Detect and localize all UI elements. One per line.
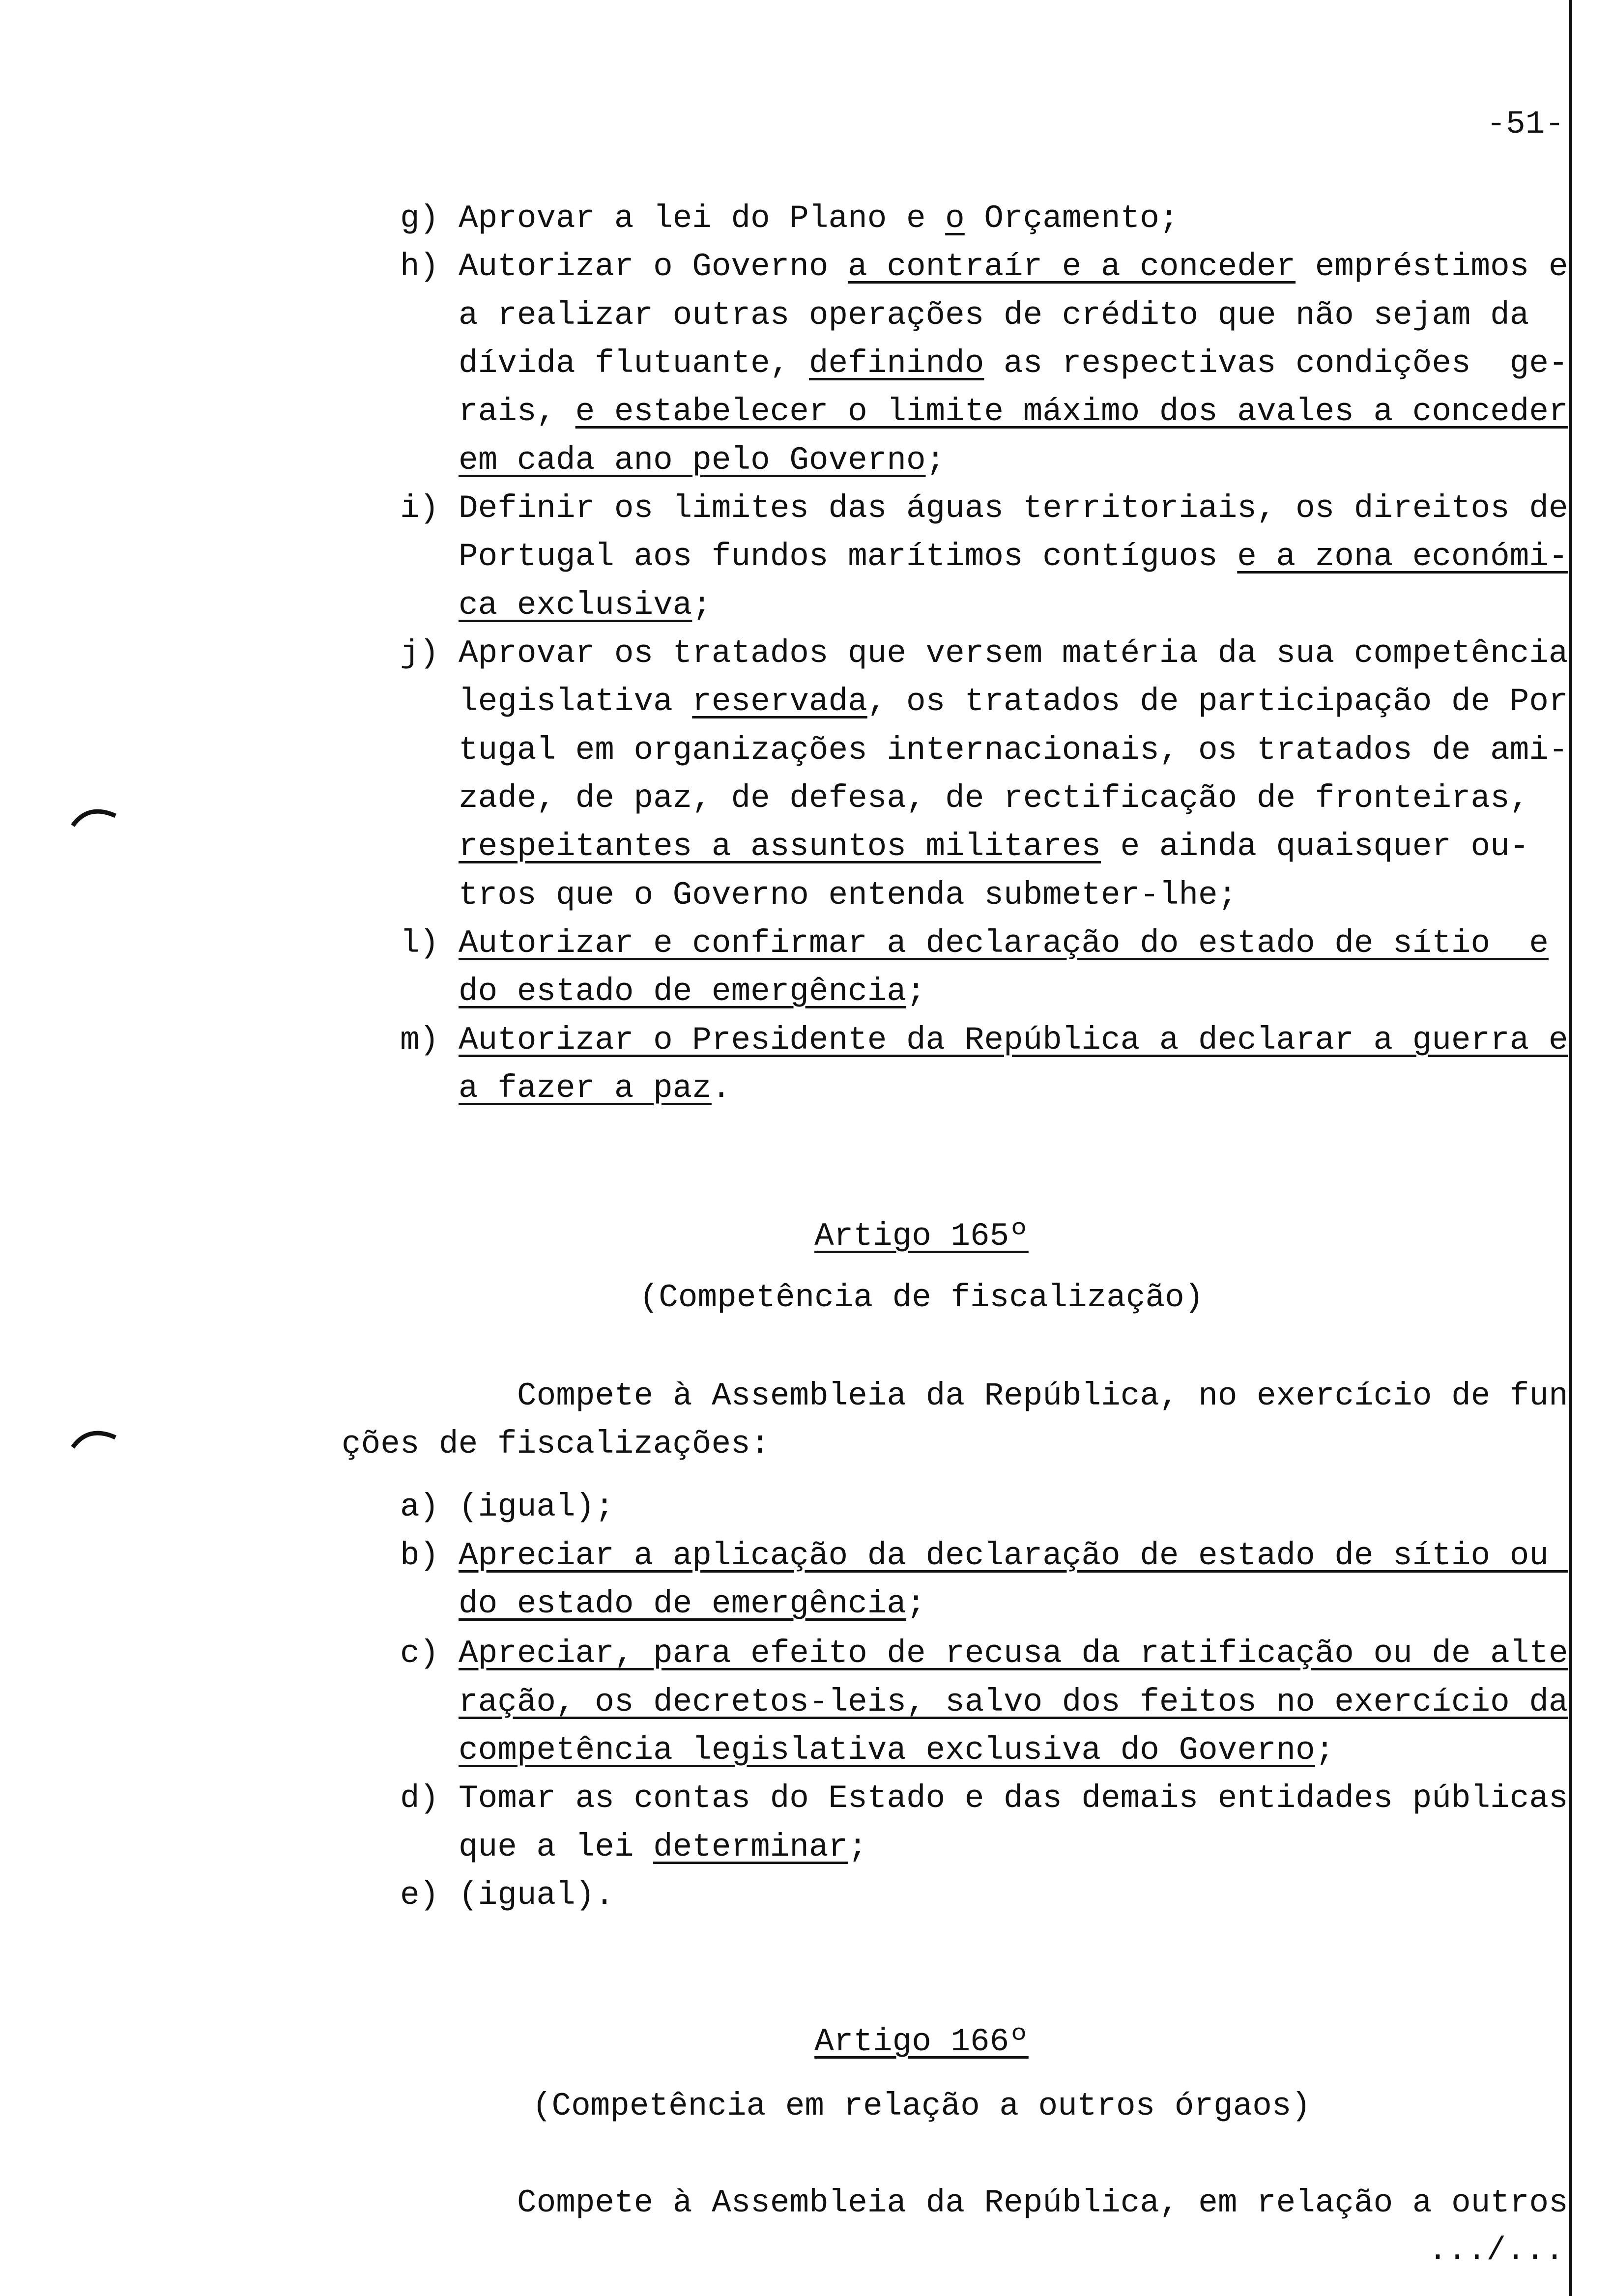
item-label: m) [400, 1022, 439, 1059]
list-item-line [459, 1584, 926, 1624]
item-label: c) [400, 1635, 439, 1672]
list-item-line [459, 392, 1568, 431]
list-item-line [459, 731, 1568, 770]
underlined-text: a fazer a paz [459, 1070, 712, 1107]
text: . [711, 1070, 731, 1107]
text: ; [848, 1829, 867, 1866]
underlined-text: Apreciar, para efeito de recusa da ratificação ou de alte [459, 1635, 1568, 1672]
item-label: a) [400, 1489, 439, 1525]
list-item-line [459, 199, 1179, 238]
page-right-border [1569, 0, 1572, 2296]
list-item-line [459, 1876, 614, 1915]
underlined-text: e a zona económi- [1237, 538, 1568, 575]
list-item-line [459, 296, 1529, 335]
underlined-text: Artigo 166º [814, 2023, 1029, 2060]
paragraph-line [517, 1377, 1568, 1416]
item-label: h) [400, 248, 439, 285]
text: tros que o Governo entenda submeter-lhe; [459, 877, 1238, 914]
text: (igual); [459, 1489, 614, 1525]
list-item-line [459, 1779, 1568, 1818]
underlined-text: competência legislativa exclusiva do Governo [459, 1732, 1315, 1769]
list-item-line [459, 1488, 614, 1527]
item-label: l) [400, 925, 439, 962]
underlined-text: do estado de emergência [459, 973, 906, 1010]
list-item-line [459, 827, 1529, 866]
underlined-text: em cada ano pelo Governo [459, 442, 926, 479]
list-item-line [459, 1683, 1568, 1722]
text: ções de fiscalizações: [342, 1426, 770, 1463]
text: Portugal aos fundos marítimos contíguos [459, 538, 1238, 575]
underlined-text: determinar [653, 1829, 848, 1866]
text: zade, de paz, de defesa, de rectificação de fronteiras, [459, 780, 1529, 817]
text: Compete à Assembleia da República, no exercício de fun [517, 1378, 1568, 1414]
list-item-line [459, 682, 1568, 721]
item-label: j) [400, 635, 439, 672]
text: que a lei [459, 1829, 654, 1866]
list-item-line [459, 876, 1237, 915]
text: ; [925, 442, 946, 479]
list-item-line [459, 1069, 731, 1108]
underlined-text: o [945, 200, 965, 237]
underlined-text: a contraír e a conceder [848, 248, 1296, 285]
text: Aprovar a lei do Plano e [459, 200, 946, 237]
text: Compete à Assembleia da República, em relação a outros [517, 2184, 1568, 2221]
text: empréstimos e [1295, 248, 1568, 285]
underlined-text: e estabelecer o limite máximo dos avales a conceder [575, 393, 1568, 430]
list-item-line [459, 779, 1529, 818]
underlined-text: do estado de emergência [459, 1585, 906, 1622]
list-item-line [459, 441, 945, 480]
item-label: e) [400, 1877, 439, 1914]
underlined-text: Autorizar o Presidente da República a declarar a guerra e [459, 1022, 1568, 1059]
list-item-line [459, 1634, 1568, 1673]
text: dívida flutuante, [459, 345, 809, 382]
text: (Competência de fiscalização) [639, 1279, 1204, 1316]
text: ; [1315, 1732, 1335, 1769]
item-label: g) [400, 200, 439, 237]
list-item-line [459, 344, 1568, 383]
text: Definir os limites das águas territoriais, os direitos de [459, 490, 1568, 527]
list-item-line [459, 924, 1549, 963]
text: as respectivas condições ge- [984, 345, 1568, 382]
underlined-text: Autorizar e confirmar a declaração do estado de sítio e [459, 925, 1549, 962]
text: Aprovar os tratados que versem matéria da sua competência [459, 635, 1568, 672]
article-subheading [0, 1278, 1612, 1318]
underlined-text: respeitantes a assuntos militares [459, 828, 1101, 865]
underlined-text: ca exclusiva [459, 587, 692, 624]
list-item-line [459, 489, 1568, 528]
list-item-line [459, 634, 1568, 673]
list-item-line [459, 247, 1568, 287]
text: (igual). [459, 1877, 614, 1914]
text: (Competência em relação a outros órgaos) [532, 2088, 1311, 2124]
article-subheading [0, 2087, 1612, 2126]
text: legislativa [459, 683, 692, 720]
item-label: i) [400, 490, 439, 527]
list-item-line [459, 537, 1568, 576]
underlined-text: ração, os decretos-leis, salvo dos feitos no exercício da [459, 1684, 1568, 1721]
text: ; [906, 973, 926, 1010]
list-item-line [459, 972, 926, 1011]
underlined-text: definindo [808, 345, 984, 382]
text: rais, [459, 393, 576, 430]
list-item-line [459, 1536, 1568, 1576]
article-heading [0, 2022, 1612, 2062]
page-number: -51- [1486, 106, 1564, 143]
scan-mark-icon [69, 1423, 123, 1452]
item-label: b) [400, 1537, 439, 1574]
text: , os tratados de participação de Por [867, 683, 1568, 720]
underlined-text: Artigo 165º [814, 1218, 1029, 1255]
text: Orçamento; [964, 200, 1179, 237]
text: e ainda quaisquer ou- [1101, 828, 1529, 865]
list-item-line [459, 1021, 1568, 1060]
paragraph-line [342, 1425, 770, 1464]
text: Autorizar o Governo [459, 248, 848, 285]
scan-mark-icon [69, 801, 123, 831]
article-heading [0, 1217, 1612, 1256]
underlined-text: reservada [692, 683, 867, 720]
text: ; [906, 1585, 926, 1622]
list-item-line [459, 1731, 1334, 1770]
text: tugal em organizações internacionais, os tratados de ami- [459, 732, 1568, 769]
text: ; [692, 587, 712, 624]
list-item-line [459, 1828, 867, 1867]
paragraph-line [517, 2183, 1568, 2223]
text: Tomar as contas do Estado e das demais entidades públicas [459, 1780, 1568, 1817]
text: a realizar outras operações de crédito que não sejam da [459, 297, 1529, 334]
continuation-mark: .../... [1428, 2232, 1564, 2269]
underlined-text: Apreciar a aplicação da declaração de estado de sítio ou [459, 1537, 1568, 1574]
list-item-line [459, 586, 712, 625]
item-label: d) [400, 1780, 439, 1817]
